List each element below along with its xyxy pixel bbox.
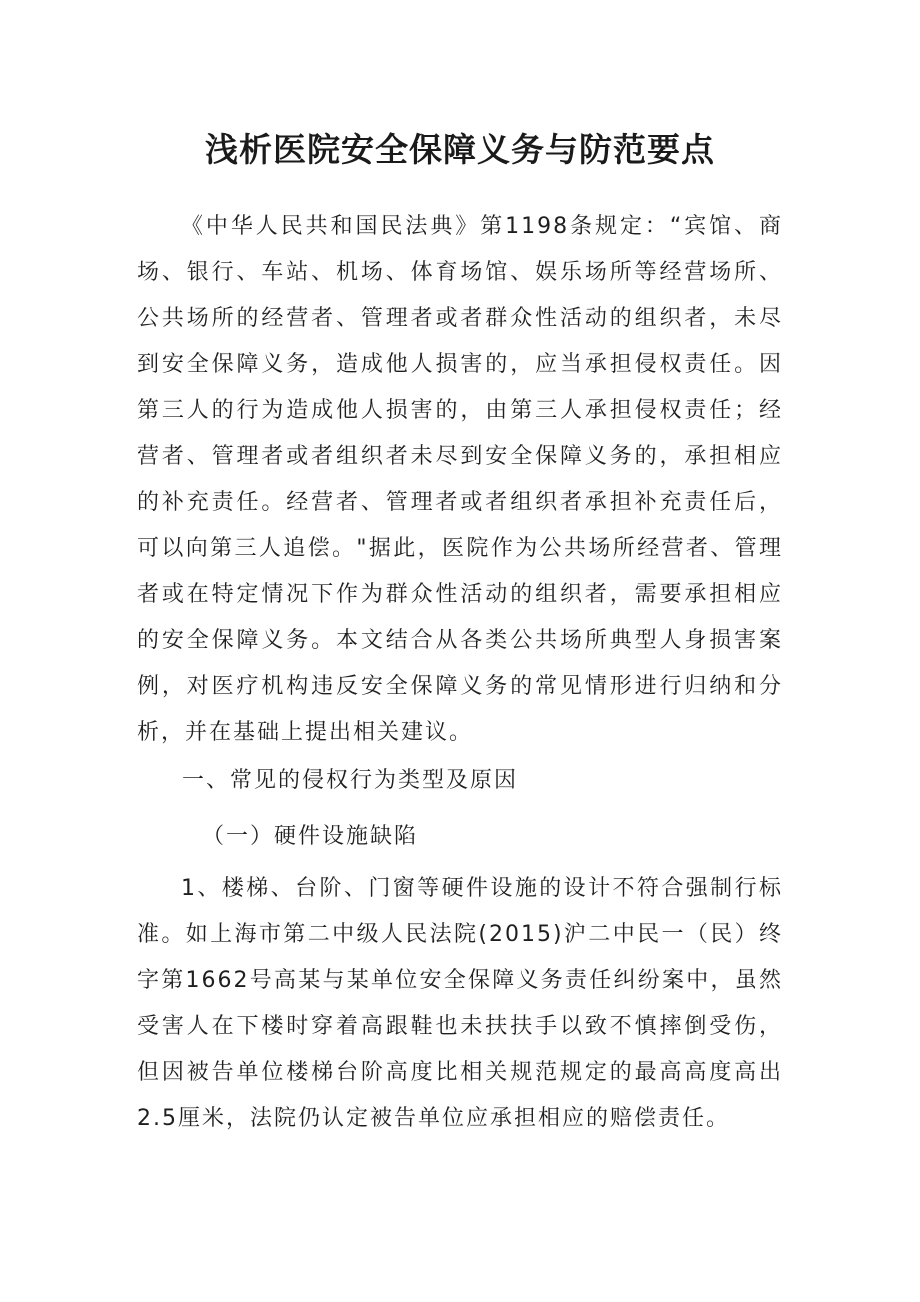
item-paragraph: 1、楼梯、台阶、门窗等硬件设施的设计不符合强制行标准。如上海市第二中级人民法院(2015)沪二中民一（民）终字第1662号高某与某单位安全保障义务责任纠纷案中，虽然受害人在下楼时穿着高跟鞋也未扶扶手以致不慎摔倒受伤，但因被告单位楼梯台阶高度比相关规范规定的最高高度高出2.5厘米，法院仍认定被告单位应承担相应的赔偿责任。 [137,876,783,1131]
intro-paragraph: 《中华人民共和国民法典》第1198条规定：“宾馆、商场、银行、车站、机场、体育场馆、娱乐场所等经营场所、公共场所的经营者、管理者或者群众性活动的组织者，未尽到安全保障义务，造成他人损害的，应当承担侵权责任。因第三人的行为造成他人损害的，由第三人承担侵权责任；经营者、管理者或者组织者未尽到安全保障义务的，承担相应的补充责任。经营者、管理者或者组织者承担补充责任后，可以向第三人追偿。"据此，医院作为公共场所经营者、管理者或在特定情况下作为群众性活动的组织者，需要承担相应的安全保障义务。本文结合从各类公共场所典型人身损害案例，对医疗机构违反安全保障义务的常见情形进行归纳和分析，并在基础上提出相关建议。 [137,214,783,745]
subsection-heading: （一）硬件设施缺陷 [202,824,419,849]
section-heading: 一、常见的侵权行为类型及原因 [182,768,519,793]
document-title: 浅析医院安全保障义务与防范要点 [205,130,715,169]
